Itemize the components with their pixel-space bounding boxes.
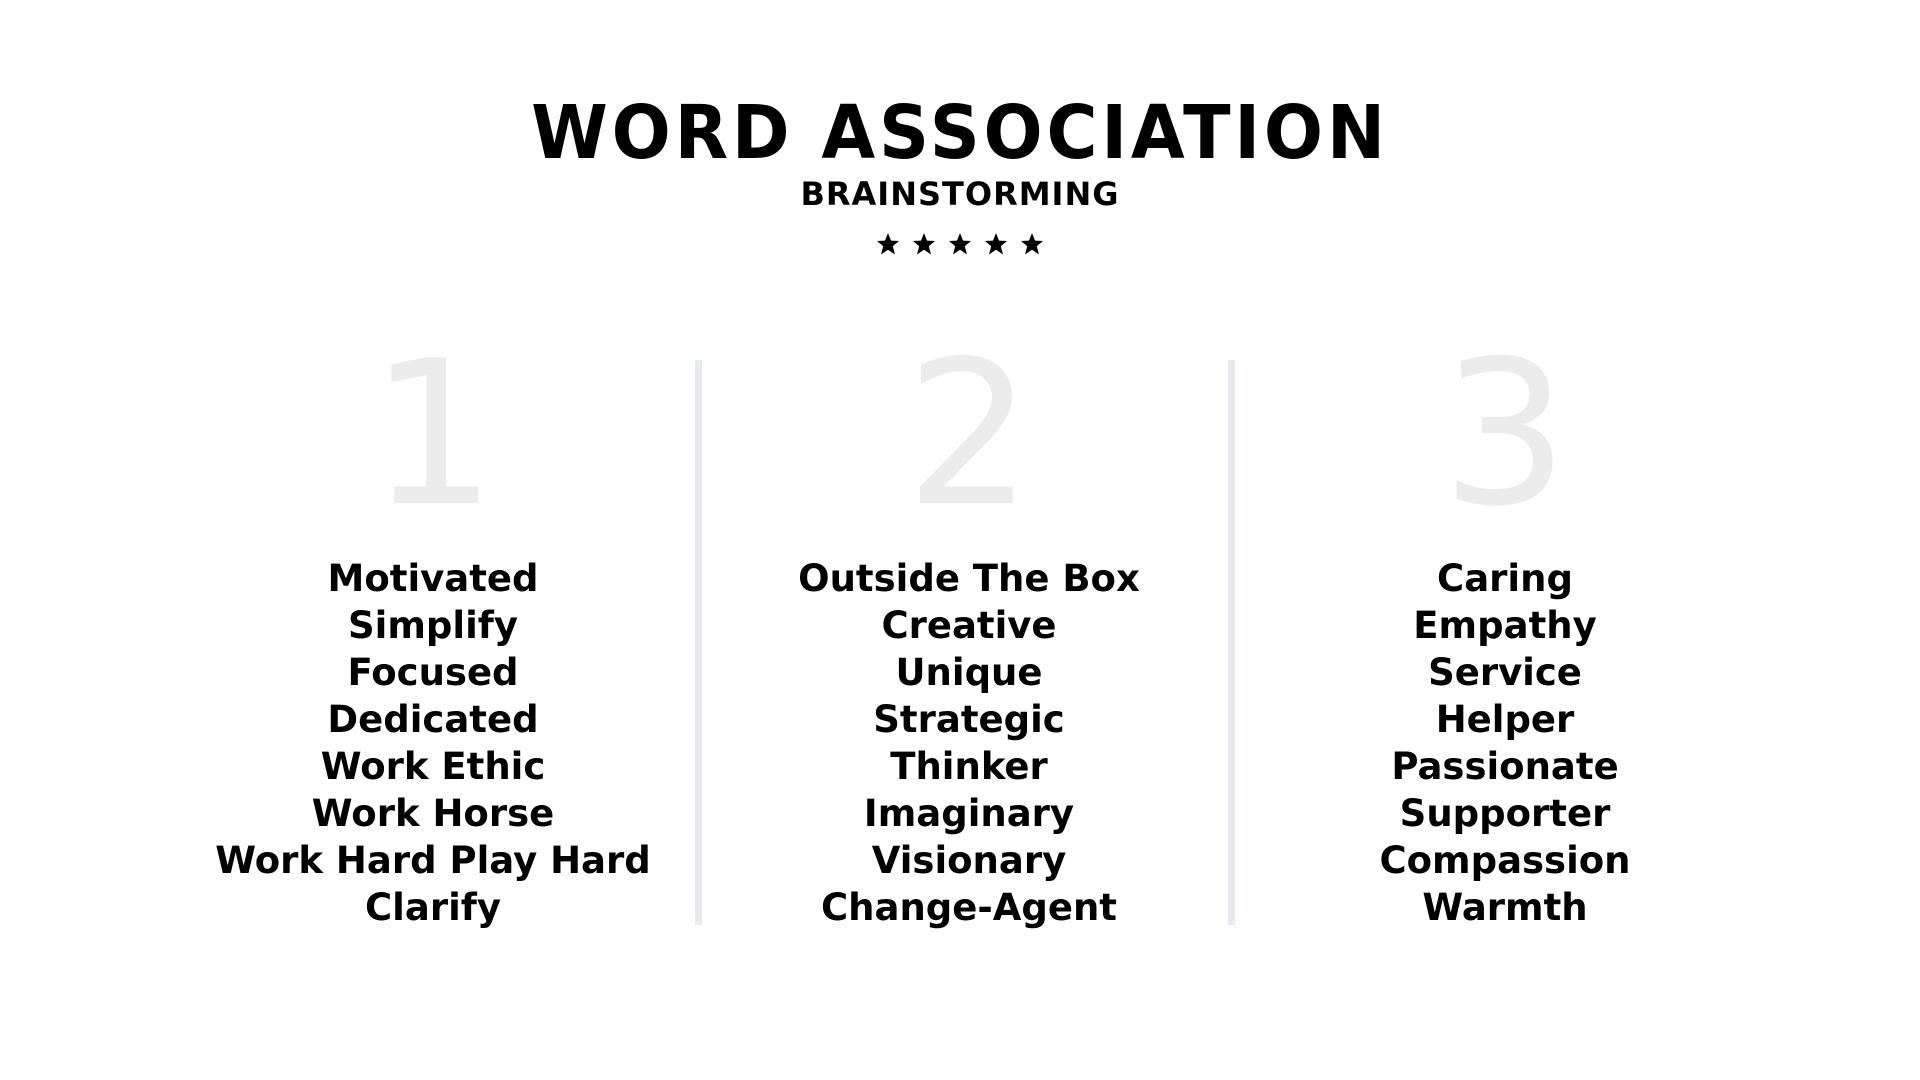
list-item: Dedicated [327,698,539,741]
list-item: Change-Agent [821,886,1117,929]
list-item: Outside The Box [798,557,1140,600]
column-number: 2 [905,318,1033,551]
list-item: Simplify [348,604,518,647]
column-2 [689,318,1249,929]
list-item: Work Hard Play Hard [215,839,651,882]
word-list [153,555,713,931]
star-icon [984,232,1008,256]
star-icon [876,232,900,256]
list-item: Helper [1435,698,1575,741]
column-3 [1225,318,1785,929]
star-rating [0,232,1920,256]
list-item: Caring [1437,557,1573,600]
list-item: Creative [881,604,1057,647]
column-number: 1 [369,318,497,551]
list-item: Empathy [1413,604,1597,647]
list-item: Compassion [1379,839,1631,882]
list-item: Clarify [365,886,501,929]
list-item: Thinker [890,745,1048,788]
list-item: Warmth [1422,886,1588,929]
list-item: Unique [895,651,1043,694]
column-1 [153,318,713,929]
column-number: 3 [1441,318,1569,551]
list-item: Work Ethic [320,745,546,788]
list-item: Visionary [871,839,1067,882]
list-item: Supporter [1399,792,1611,835]
word-list [689,555,1249,931]
page-subtitle: BRAINSTORMING [800,175,1120,213]
list-item: Strategic [873,698,1065,741]
list-item: Work Horse [311,792,555,835]
page-title: WORD ASSOCIATION [531,90,1389,176]
word-list [1225,555,1785,931]
list-item: Motivated [327,557,539,600]
star-icon [1020,232,1044,256]
list-item: Service [1428,651,1582,694]
list-item: Focused [347,651,519,694]
list-item: Imaginary [863,792,1075,835]
star-icon [948,232,972,256]
list-item: Passionate [1391,745,1619,788]
star-icon [912,232,936,256]
